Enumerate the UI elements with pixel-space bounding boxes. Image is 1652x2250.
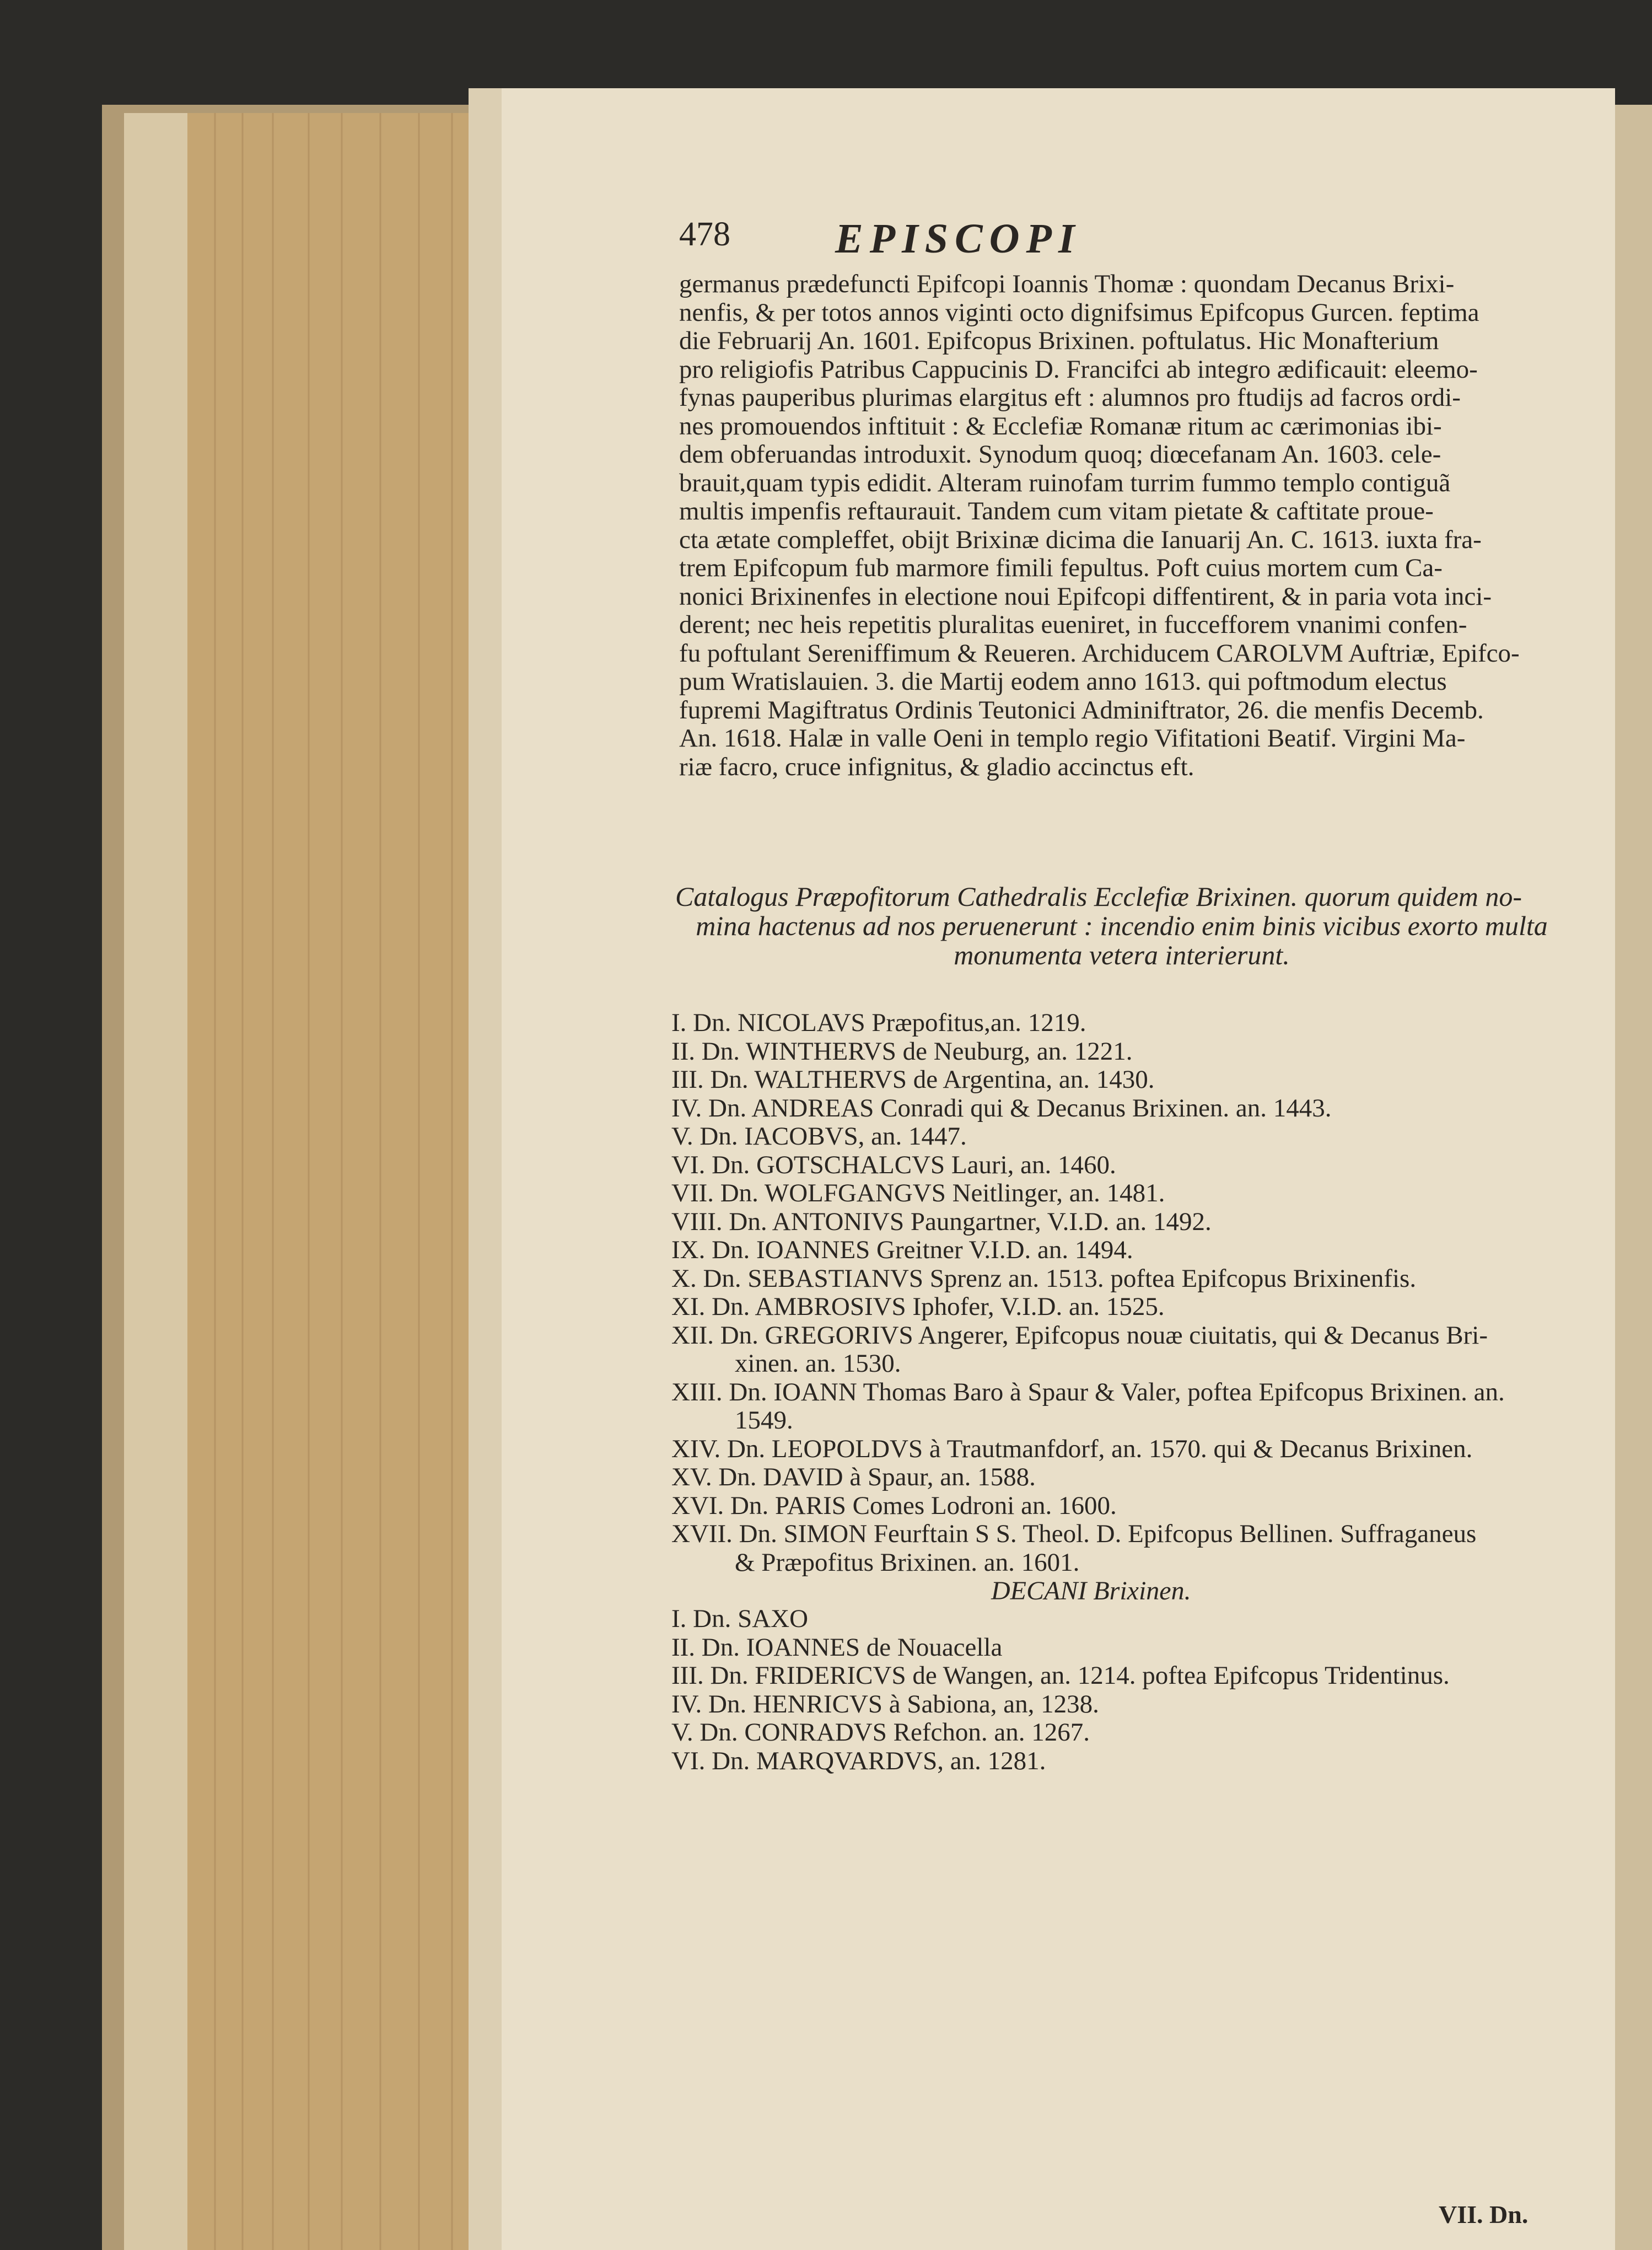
catalog-heading-line: monumenta vetera interierunt. <box>954 939 1290 970</box>
paragraph-line: riæ facro, cruce infignitus, & gladio accinctus eft. <box>679 752 1194 781</box>
paragraph-line: cta ætate compleffet, obijt Brixinæ dicima die Ianuarij An. C. 1613. iuxta fra- <box>679 525 1482 554</box>
decani-list <box>671 1605 1570 1775</box>
paragraph-line: dem obferuandas introduxit. Synodum quoq; diœcefanam An. 1603. cele- <box>679 440 1441 469</box>
paragraph-line: fynas pauperibus plurimas elargitus eft : alumnos pro ftudijs ad facros ordi- <box>679 383 1461 412</box>
list-item: IX. Dn. IOANNES Greitner V.I.D. an. 1494. <box>671 1236 1133 1264</box>
list-item: I. Dn. NICOLAVS Præpofitus,an. 1219. <box>671 1008 1086 1037</box>
list-item: XI. Dn. AMBROSIVS Iphofer, V.I.D. an. 1525. <box>671 1292 1165 1321</box>
list-item: XVII. Dn. SIMON Feurftain S S. Theol. D. Epifcopus Bellinen. Suffraganeus <box>671 1519 1477 1548</box>
list-item: V. Dn. CONRADVS Refchon. an. 1267. <box>671 1718 1090 1747</box>
list-item-continuation: & Præpofitus Brixinen. an. 1601. <box>735 1548 1080 1577</box>
paragraph-line: fu poftulant Sereniffimum & Reueren. Archiducem CAROLVM Auftriæ, Epifco- <box>679 638 1520 668</box>
list-item: VIII. Dn. ANTONIVS Paungartner, V.I.D. an. 1492. <box>671 1207 1212 1236</box>
list-item: III. Dn. FRIDERICVS de Wangen, an. 1214. poftea Epifcopus Tridentinus. <box>671 1661 1450 1690</box>
praepositi-list <box>671 1009 1570 1605</box>
catalog-heading-line: mina hactenus ad nos peruenerunt : incendio enim binis vicibus exorto multa <box>696 910 1548 941</box>
biography-paragraph <box>679 270 1561 781</box>
list-item: X. Dn. SEBASTIANVS Sprenz an. 1513. poftea Epifcopus Brixinenfis. <box>671 1264 1417 1293</box>
list-item: VI. Dn. MARQVARDVS, an. 1281. <box>671 1746 1046 1775</box>
list-item: I. Dn. SAXO <box>671 1604 809 1633</box>
list-item: XV. Dn. DAVID à Spaur, an. 1588. <box>671 1463 1036 1491</box>
paragraph-line: nes promouendos inftituit : & Ecclefiæ Romanæ ritum ac cærimonias ibi- <box>679 411 1442 441</box>
list-item: IV. Dn. HENRICVS à Sabiona, an, 1238. <box>671 1689 1099 1719</box>
catalog-heading-line: Catalogus Præpofitorum Cathedralis Ecclefiæ Brixinen. quorum quidem no- <box>675 881 1522 912</box>
paragraph-line: derent; nec heis repetitis pluralitas eueniret, in fuccefforem vnanimi confen- <box>679 610 1467 639</box>
paragraph-line: pum Wratislauien. 3. die Martij eodem anno 1613. qui poftmodum electus <box>679 667 1447 696</box>
page-number: 478 <box>679 216 730 253</box>
paragraph-line: trem Epifcopum fub marmore fimili fepultus. Poft cuius mortem cum Ca- <box>679 554 1443 582</box>
paragraph-line: fupremi Magiftratus Ordinis Teutonici Adminiftrator, 26. die menfis Decemb. <box>679 695 1484 724</box>
list-item: XII. Dn. GREGORIVS Angerer, Epifcopus nouæ ciuitatis, qui & Decanus Bri- <box>671 1320 1488 1350</box>
decani-heading: DECANI Brixinen. <box>991 1576 1191 1605</box>
list-item: V. Dn. IACOBVS, an. 1447. <box>671 1122 967 1151</box>
list-item: XIII. Dn. IOANN Thomas Baro à Spaur & Valer, poftea Epifcopus Brixinen. an. <box>671 1377 1505 1406</box>
paragraph-line: die Februarij An. 1601. Epifcopus Brixinen. poftulatus. Hic Monafterium <box>679 326 1439 355</box>
paragraph-line: nenfis, & per totos annos viginti octo dignifsimus Epifcopus Gurcen. feptima <box>679 298 1479 327</box>
list-item: XVI. Dn. PARIS Comes Lodroni an. 1600. <box>671 1491 1117 1520</box>
paragraph-line: pro religiofis Patribus Cappucinis D. Francifci ab integro ædificauit: eleemo- <box>679 355 1478 384</box>
list-item: XIV. Dn. LEOPOLDVS à Trautmanfdorf, an. 1570. qui & Decanus Brixinen. <box>671 1434 1473 1463</box>
list-item: VI. Dn. GOTSCHALCVS Lauri, an. 1460. <box>671 1150 1116 1179</box>
paragraph-line: multis impenfis reftaurauit. Tandem cum vitam pietate & caftitate proue- <box>679 497 1434 525</box>
list-item: II. Dn. WINTHERVS de Neuburg, an. 1221. <box>671 1037 1133 1066</box>
catalog-heading <box>675 882 1568 970</box>
list-item: IV. Dn. ANDREAS Conradi qui & Decanus Brixinen. an. 1443. <box>671 1093 1332 1123</box>
list-item: III. Dn. WALTHERVS de Argentina, an. 1430. <box>671 1065 1155 1094</box>
catchword: VII. Dn. <box>1439 2200 1529 2228</box>
list-item-continuation: xinen. an. 1530. <box>735 1349 901 1378</box>
paragraph-line: nonici Brixinenfes in electione noui Epifcopi diffentirent, & in paria vota inci- <box>679 582 1492 611</box>
paragraph-line: germanus prædefuncti Epifcopi Ioannis Thomæ : quondam Decanus Brixi- <box>679 270 1455 298</box>
list-item: II. Dn. IOANNES de Nouacella <box>671 1633 1003 1662</box>
paragraph-line: An. 1618. Halæ in valle Oeni in templo regio Vifitationi Beatif. Virgini Ma- <box>679 724 1466 753</box>
running-head: EPISCOPI <box>835 216 1081 262</box>
list-item: VII. Dn. WOLFGANGVS Neitlinger, an. 1481. <box>671 1179 1165 1207</box>
paragraph-line: brauit,quam typis edidit. Alteram ruinofam turrim fummo templo contiguã <box>679 468 1451 497</box>
list-item-continuation: 1549. <box>735 1406 793 1435</box>
